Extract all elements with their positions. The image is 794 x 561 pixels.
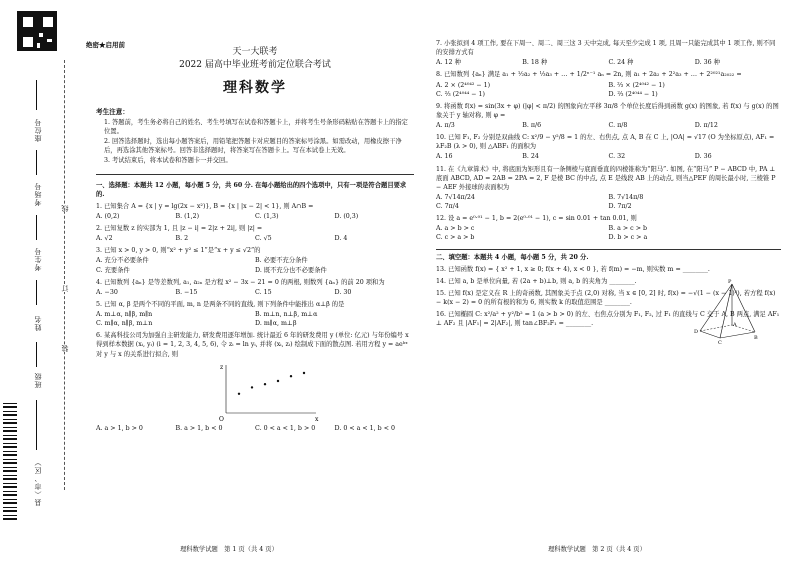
question (96, 300, 414, 328)
option: B. π/6 (522, 122, 542, 129)
seat-label: 座位号 (34, 118, 42, 142)
option: D. 4 (334, 235, 348, 243)
notice-title: 考生注意： (96, 108, 129, 117)
option: B. a > 1, b < 0 (175, 424, 223, 432)
option: D. 既不充分也不必要条件 (255, 266, 327, 274)
question-stem: 2. 已知复数 z 的实部为 1, 且 |z − i| = 2|z + 2i|, 则 |z| = (96, 225, 263, 233)
question (436, 39, 781, 67)
section-title: 二、填空题：本题共 4 小题，每小题 5 分，共 20 分. (436, 253, 589, 261)
label-D: D (694, 329, 699, 335)
option: C. 24 种 (608, 59, 634, 67)
option: C. 15 (255, 288, 272, 296)
question (96, 224, 414, 243)
option: D. π/12 (694, 122, 718, 129)
section-title: 一、选择题：本题共 12 小题，每小题 5 分，共 60 分. 在每小题给出的四个选项中，只有一项是符合题目要求的. (96, 181, 407, 198)
option: D. 30 (334, 288, 352, 296)
question-stem: 6. 某高科技公司为加强自主研发能力, 研发费用逐年增加. 统计最近 6 年的研发费用 y (单位: 亿元) 与年份编号 x 得到样本数据 (xᵢ, yᵢ) (i = 1, 2, 3, 4, 5, 6), 令 zᵢ = ln yᵢ, 并将 (xᵢ, zᵢ) 绘制成下面的散点图. 若用方程 y = aeᵇˣ 对 y 与 x 的关系进行拟合, 则 (96, 332, 409, 358)
class-label: 班级 (34, 372, 42, 388)
question-stem: 8. 已知数列 {aₙ} 满足 a₁ + ½a₂ + ⅓a₃ + … + 1/2ⁿ⁻¹ aₙ = 2n, 则 a₁ + 2a₂ + 2²a₃ + … + 2²⁰²¹a₂₀₂₂ = (436, 71, 742, 79)
scatter-point (238, 392, 240, 394)
label-B: B (754, 335, 758, 341)
option: D. 36 种 (694, 59, 720, 67)
notice-box (96, 108, 414, 165)
question (96, 331, 414, 433)
fill-question: 15. 已知 f(x) 是定义在 R 上的奇函数, 其图象关于点 (2,0) 对称, 当 x ∈ [0, 2] 时, f(x) = −√(1 − (x − 1)²), 若方程 f(x) − k(x − 2) = 0 的所有根的和为 6, 则实数 k 的取值范围是 ________. (436, 289, 776, 306)
scatter-point (290, 375, 292, 377)
options (436, 152, 781, 161)
fill-question: 13. 已知函数 f(x) = { x² + 1, x ≥ 0; f(x + 4), x < 0 }, 若 f(m) = −m, 则实数 m = ________. (436, 265, 710, 273)
y-axis-label: z (220, 363, 224, 371)
question-stem: 11. 在《九章算术》中, 将底面为矩形且有一条侧棱与底面垂直的四棱锥称为“阳马”. 如图, 在“阳马” P − ABCD 中, PA ⊥ 底面 ABCD, AD = 2AB = 2PA = 2, F 是棱 BC 的中点, 点 E 是线段 AB 上的动点, 则当△PEF 的周长最小时, 三棱锥 P − AEF 外接球的表面积为 (436, 165, 776, 191)
option: A. 2 × (2⁴⁰⁴² − 1) (436, 81, 491, 89)
option: D. ⅔ (2⁴⁰⁴⁴ − 1) (608, 90, 658, 98)
question-stem: 7. 小张拟到 4 项工作, 要在下周一、周二、周三这 3 天中完成, 每天至少完成 1 项, 且周一只能完成其中 1 项工作, 则不同的安排方式有 (436, 40, 776, 57)
options (96, 212, 414, 221)
binding-strip (0, 0, 80, 561)
option: D. (0,3) (334, 212, 359, 220)
option: C. 7π/4 (436, 203, 459, 210)
options (436, 193, 781, 211)
option: A. 16 (436, 153, 453, 161)
exam-org: 天一大联考 (232, 47, 278, 57)
question (96, 202, 414, 221)
origin-label: O (219, 415, 224, 423)
option: B. a > c > b (608, 225, 648, 233)
barcode (3, 400, 17, 520)
question-list (96, 202, 414, 433)
scatter-point (264, 383, 266, 385)
option: A. √2 (96, 235, 113, 243)
option: C. π/8 (608, 122, 628, 129)
label-P: P (728, 279, 732, 285)
question-stem: 12. 设 a = e⁰·⁰¹ − 1, b = 2(e⁰·⁰¹ − 1), c = sin 0.01 + tan 0.01, 则 (436, 215, 637, 223)
label-A: A (733, 322, 737, 328)
notice-item: 1. 答题前，考生务必将自己的姓名、考生号填写在试卷和答题卡上，并将考生号条形码粘贴在答题卡上的指定位置。 (104, 118, 408, 136)
notice-item: 3. 考试结束后，将本试卷和答题卡一并交回。 (104, 157, 232, 165)
option: B. 7√14π/8 (608, 193, 644, 201)
scatter-point (251, 386, 253, 388)
question (436, 165, 781, 212)
option: D. 36 (694, 153, 712, 161)
question-stem: 9. 将函数 f(x) = sin(3x + φ) (|φ| < π/2) 的图象向左平移 3π/8 个单位长度后得到函数 g(x) 的图象, 若 f(x) 与 g(x) 的图象关于 y 轴对称, 则 φ = (436, 102, 779, 119)
question-stem: 5. 已知 α, β 是两个不同的平面, m, n 是两条不同的直线, 则下列条件中能推出 α⊥β 的是 (96, 300, 345, 308)
option: A. 充分不必要条件 (96, 257, 149, 265)
room-label: 考场号 (34, 182, 42, 206)
question (436, 214, 781, 242)
bind-mark-line: 线 (61, 205, 69, 212)
question-stem: 4. 已知数列 {aₙ} 是等差数列, a₁, a₂ₙ 是方程 x² − 3x − 21 = 0 的两根, 则数列 {aₙ} 的前 20 项和为 (96, 278, 385, 286)
option: B. 24 (522, 153, 539, 161)
page-footer-1: 理科数学试题 第 1 页（共 4 页） (180, 546, 278, 553)
option: A. m⊥α, n∥β, m∥n (96, 311, 153, 319)
question (436, 102, 781, 130)
question-stem: 10. 已知 F₁, F₂ 分别是双曲线 C: x²/9 − y²/8 = 1 的左、右焦点, 点 A, B 在 C 上, |OA| = √17 (O 为坐标原点), AF₁ = λF₂B (λ > 0), 则 △ABF₁ 的面积为 (436, 134, 775, 151)
option: B. 18 种 (522, 59, 548, 67)
notice-item: 2. 回答选择题时，选出每小题答案后，用铅笔把答题卡对应题目的答案标号涂黑。如需改动，用橡皮擦干净后，再选涂其他答案标号。回答非选择题时，将答案写在答题卡上。写在本试卷上无效。 (104, 138, 402, 155)
option: C. ⅔ (2⁴⁰⁴⁴ − 1) (436, 90, 486, 98)
fill-question: 14. 已知 a, b 是单位向量, 若 (2a + b)⊥b, 则 a, b 的夹角为 ________. (436, 277, 637, 285)
divider (96, 174, 414, 175)
scatter-point (303, 371, 305, 373)
pyramid-figure (690, 276, 760, 346)
options (436, 121, 781, 130)
options (96, 424, 414, 433)
option: C. 充要条件 (96, 266, 130, 274)
option: D. m∥α, m⊥β (255, 320, 297, 328)
question-list (436, 39, 781, 243)
scatter-point (277, 379, 279, 381)
option: B. (1,2) (175, 212, 200, 220)
label-C: C (718, 340, 722, 346)
option: A. a > 1, b > 0 (96, 424, 143, 432)
option: C. 32 (608, 153, 626, 161)
qr-code (17, 11, 57, 51)
question (96, 246, 414, 274)
options (96, 288, 414, 297)
option: D. 7π/2 (608, 203, 632, 210)
question (96, 278, 414, 297)
option: B. ⅔ × (2⁴⁰⁴² − 1) (608, 81, 665, 89)
option: B. 必要不充分条件 (255, 257, 308, 265)
option: B. m⊥n, n⊥β, m⊥α (255, 311, 318, 319)
options (436, 58, 781, 67)
question (436, 133, 781, 161)
scatter-plot (211, 361, 321, 423)
option: A. (0,2) (96, 212, 120, 220)
options (436, 81, 781, 99)
secret-mark: 绝密★启用前 (86, 41, 125, 49)
option: B. 2 (175, 235, 189, 243)
question-stem: 3. 已知 x > 0, y > 0, 则“x² + y² ≤ 1”是“x + y ≤ √2”的 (96, 247, 261, 255)
options (96, 310, 414, 328)
option: B. −15 (175, 288, 198, 296)
option: D. b > c > a (608, 234, 648, 242)
option: A. 12 种 (436, 59, 461, 67)
option: C. m∥α, n∥β, m⊥n (96, 320, 153, 328)
option: A. −30 (96, 288, 118, 296)
option: C. 0 < a < 1, b > 0 (255, 424, 316, 432)
option: C. (1,3) (255, 212, 279, 220)
options (96, 234, 414, 243)
binding-line (64, 60, 65, 490)
exam-title: 理科数学 (223, 80, 287, 97)
question (436, 70, 781, 98)
bind-mark-fit: 装 (61, 345, 69, 352)
divider (436, 249, 781, 250)
option: A. 7√14π/24 (436, 193, 475, 201)
exam-name: 2022 届高中毕业班考前定位联合考试 (179, 60, 331, 71)
left-column (96, 36, 414, 433)
options (436, 224, 781, 242)
district-label: 县（市、区） (34, 458, 42, 506)
options (96, 256, 414, 274)
name-label: 姓名 (34, 315, 42, 331)
exam-number-label: 考生号 (34, 247, 42, 271)
page-footer-2: 理科数学试题 第 2 页（共 4 页） (548, 546, 646, 553)
option: C. √5 (255, 235, 272, 243)
option: A. a > b > c (436, 225, 475, 233)
option: D. 0 < a < 1, b < 0 (334, 424, 395, 432)
question-stem: 1. 已知集合 A = {x | y = lg(2x − x²)}, B = {x | |x − 2| < 1}, 则 A∩B = (96, 202, 314, 210)
fill-question: 16. 已知椭圆 C: x²/a² + y²/b² = 1 (a > b > 0) 的左、右焦点分别为 F₁, F₂, 过 F₁ 的直线与 C 交于 A, B 两点, 满足 AF₁ ⊥ AF₂ 且 |AF₁| = 2|AF₂|, 则 tan∠BF₂F₁ = ________. (436, 311, 780, 328)
x-axis-label: x (315, 415, 319, 423)
option: A. π/3 (436, 122, 455, 129)
option: C. c > a > b (436, 234, 475, 242)
bind-mark-order: 订 (61, 285, 69, 292)
